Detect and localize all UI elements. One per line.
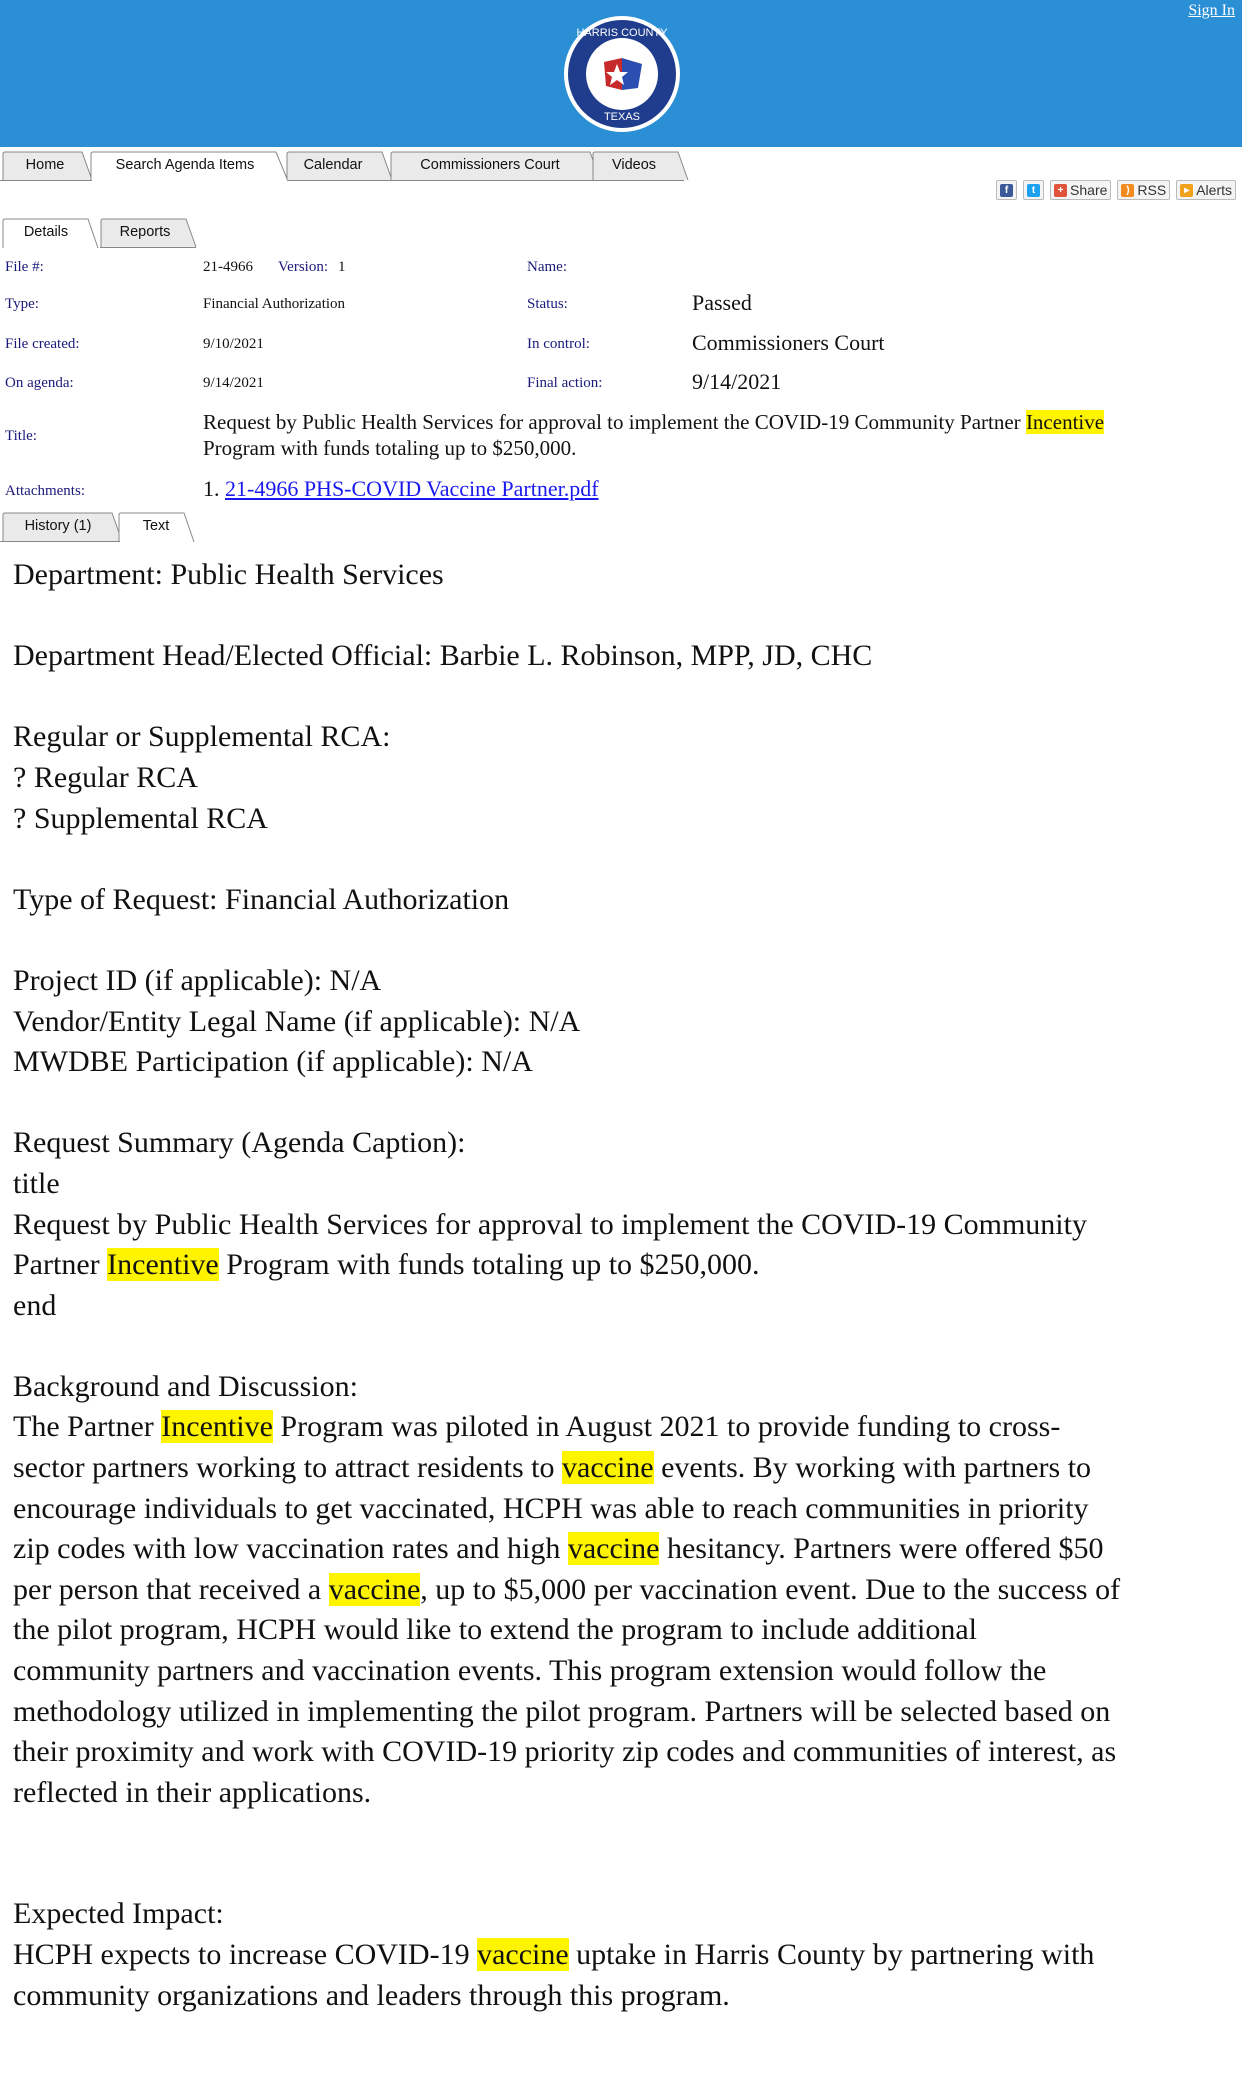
site-header [0,0,1242,147]
tab-videos-label: Videos [611,157,657,173]
content-tab-baseline [0,541,120,542]
share-button[interactable] [1050,180,1111,200]
department-line: Department: Public Health Services [13,558,444,591]
share-label: Share [1070,182,1108,198]
rss-label: RSS [1137,182,1167,198]
alerts-icon: ▸ [1180,184,1193,197]
twitter-button[interactable] [1023,180,1044,200]
tab-text[interactable] [118,512,194,540]
alerts-label: Alerts [1196,182,1232,198]
detail-tab-baseline [100,247,196,248]
department-head-line: Department Head/Elected Official: Barbie L. Robinson, MPP, JD, CHC [13,639,873,673]
file-created-value: 9/10/2021 [203,336,264,352]
title-text-start: Request by Public Health Services for approval to implement the COVID-19 Community Partner [203,410,1026,434]
content-tabs [0,510,1242,543]
tab-details[interactable] [2,218,90,246]
impact-line-1: HCPH expects to increase COVID-19 vaccine uptake in Harris County by partnering with [13,1938,1095,1971]
tab-videos[interactable] [592,151,676,179]
title-label: Title: [5,428,37,444]
tab-reports[interactable] [100,218,190,246]
rca-label: Regular or Supplemental RCA: [13,720,391,754]
tab-home-label: Home [25,157,65,173]
title-text-end: Program with funds totaling up to $250,000. [203,436,577,460]
background-line-7: community partners and vaccination events. This program extension would follow the [13,1654,1047,1688]
impact-line-2: community organizations and leaders through this program. [13,1978,730,2012]
title-highlight: Incentive [1025,410,1105,434]
background-line-4: zip codes with low vaccination rates and high vaccine hesitancy. Partners were offered $50 [13,1532,1104,1566]
background-line-10: reflected in their applications. [13,1775,372,1809]
type-label: Type: [5,296,39,312]
on-agenda-label: On agenda: [5,375,74,391]
final-action-label: Final action: [527,375,603,391]
tab-search-agenda-items[interactable] [90,151,280,179]
background-line-9: their proximity and work with COVID-19 priority zip codes and communities of interest, as [13,1735,1117,1769]
tab-baseline [0,180,92,181]
tab-calendar[interactable] [286,151,380,179]
background-line-3: encourage individuals to get vaccinated, HCPH was able to reach communities in priority [13,1491,1089,1525]
type-value: Financial Authorization [203,296,346,312]
in-control-value: Commissioners Court [692,330,885,355]
facebook-button[interactable] [996,180,1017,200]
background-highlight: vaccine [567,1532,660,1566]
background-highlight: vaccine [562,1451,654,1485]
background-line-5: per person that received a vaccine, up to $5,000 per vaccination event. Due to the success of [13,1572,1121,1606]
file-number-value: 21-4966 [203,259,253,275]
background-line-8: methodology utilized in implementing the pilot program. Partners will be selected based on [13,1694,1111,1728]
background-highlight: vaccine [328,1572,421,1606]
project-id-line: Project ID (if applicable): N/A [13,963,382,997]
tab-calendar-label: Calendar [303,157,363,173]
mwdbe-line: MWDBE Participation (if applicable): N/A [13,1045,533,1079]
tab-text-label: Text [142,518,170,534]
file-created-label: File created: [5,336,80,352]
background-highlight: Incentive [161,1410,273,1444]
twitter-icon: t [1027,184,1040,197]
background-line-1: The Partner Incentive Program was piloted in August 2021 to provide funding to cross- [13,1410,1061,1444]
alerts-button[interactable] [1176,180,1236,200]
on-agenda-value: 9/14/2021 [203,375,264,391]
facebook-icon: f [1000,184,1013,197]
name-label: Name: [527,259,567,275]
social-toolbar [996,180,1236,200]
agenda-text-body [13,555,1233,2016]
rca-regular-option: ? Regular RCA [13,760,198,794]
rss-button[interactable] [1117,180,1170,200]
tab-reports-label: Reports [119,224,171,240]
file-number-label: File #: [5,259,44,275]
summary-highlight: Incentive [107,1248,219,1282]
impact-highlight: vaccine [477,1938,569,1971]
tab-baseline-right [288,180,684,181]
attachment-link[interactable]: 21-4966 PHS-COVID Vaccine Partner.pdf [225,476,599,501]
main-nav-tabs [0,149,1242,182]
attachment-item [203,476,599,502]
tab-home[interactable] [2,151,88,179]
tab-commissioners-court[interactable] [390,151,590,179]
version-value: 1 [338,259,346,275]
summary-title-marker: title [13,1166,60,1200]
title-value [203,409,1239,461]
summary-end-marker: end [13,1288,57,1322]
request-type-line: Type of Request: Financial Authorization [13,882,510,916]
tab-history[interactable] [2,512,114,540]
attachments-label: Attachments: [5,483,85,499]
vendor-line: Vendor/Entity Legal Name (if applicable): N/A [13,1004,581,1038]
background-line-6: the pilot program, HCPH would like to extend the program to include additional [13,1613,977,1647]
status-value: Passed [692,290,752,315]
sign-in-link[interactable]: Sign In [1188,2,1235,19]
rca-supplemental-option: ? Supplemental RCA [13,801,268,835]
summary-line-2: Partner Incentive Program with funds totaling up to $250,000. [13,1248,760,1282]
tab-commissioners-court-label: Commissioners Court [420,157,560,173]
version-label: Version: [278,259,328,275]
harris-county-seal-logo[interactable] [562,14,682,134]
tab-search-agenda-items-label: Search Agenda Items [115,157,255,173]
background-label: Background and Discussion: [13,1369,358,1403]
tab-details-label: Details [23,224,69,240]
detail-tabs [0,216,1242,249]
status-label: Status: [527,296,568,312]
expected-impact-label: Expected Impact: [13,1897,224,1931]
request-summary-label: Request Summary (Agenda Caption): [13,1126,466,1160]
seal-bottom-text: TEXAS [603,111,641,123]
seal-top-text: HARRIS COUNTY [576,27,668,39]
background-line-2: sector partners working to attract residents to vaccine events. By working with partners to [13,1451,1092,1485]
share-icon: + [1054,184,1067,197]
rss-icon: ) [1121,184,1134,197]
summary-line-1: Request by Public Health Services for approval to implement the COVID-19 Community [13,1207,1087,1241]
final-action-value: 9/14/2021 [692,369,782,394]
attachment-number: 1. [203,476,225,501]
tab-history-label: History (1) [24,518,92,534]
in-control-label: In control: [527,336,590,352]
